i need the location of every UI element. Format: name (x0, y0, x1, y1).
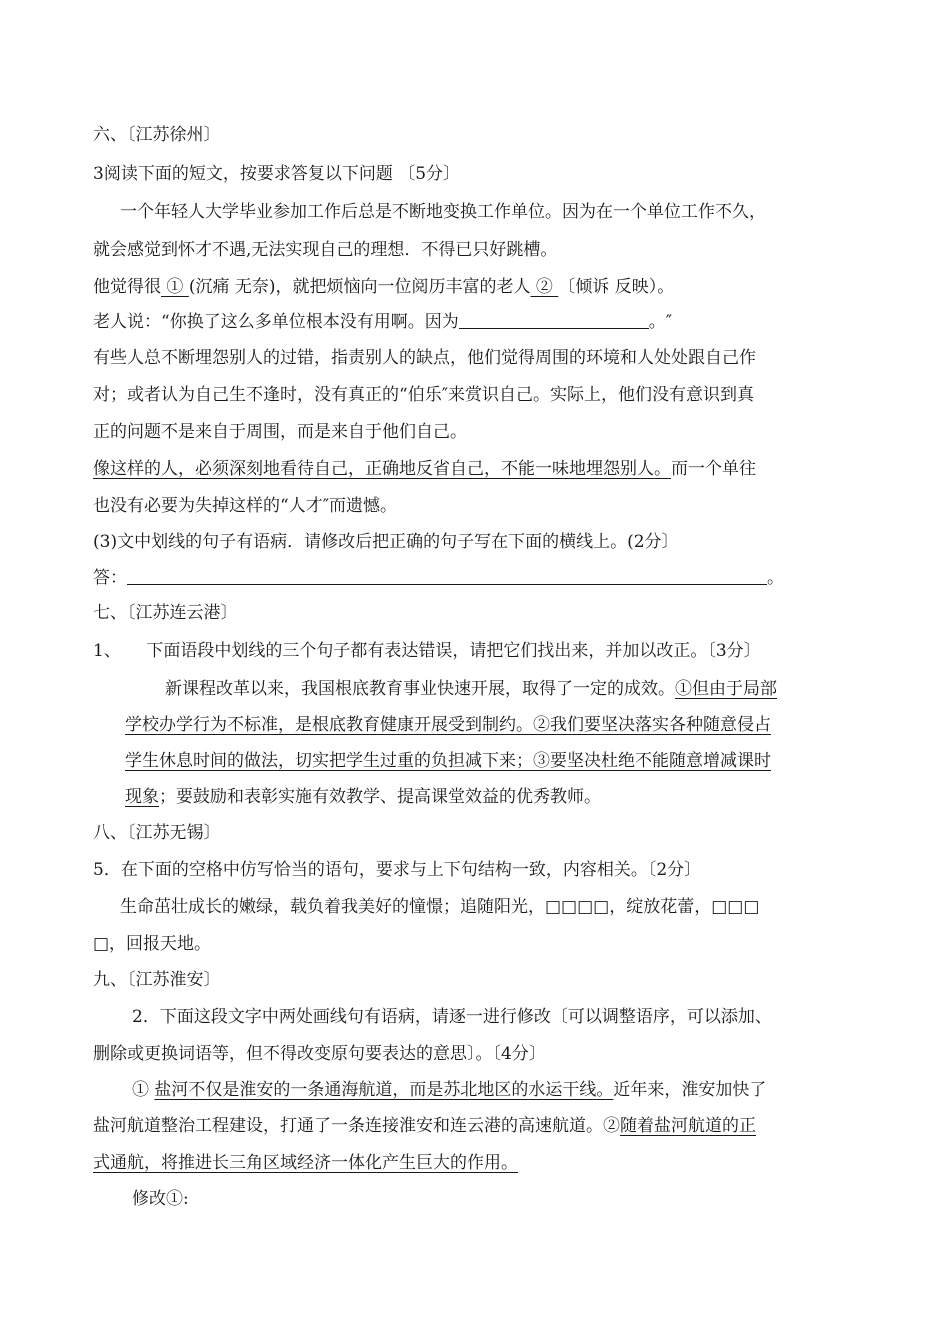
passage-line (93, 459, 756, 479)
passage-line: 也没有必要为失掉这样的“人才″而遗憾。 (93, 496, 398, 516)
underlined-sentence: 像这样的人，必须深刻地看待自己，正确地反省自己，不能一味地埋怨别人。 (93, 459, 671, 479)
underlined-sentence: 式通航，将推进长三角区域经济一体化产生巨大的作用。 (93, 1153, 518, 1173)
subquestion-3: (3)文中划线的句子有语病．请修改后把正确的句子写在下面的横线上。(2分〕 (93, 532, 679, 552)
text: 近年来，淮安加快了 (613, 1080, 767, 1100)
text: (沉痛 无奈)，就把烦恼向一位阅历丰富的老人 (188, 277, 531, 297)
underlined-sentence: ①但由于局部 (675, 679, 777, 699)
text: 他觉得很 (93, 277, 161, 297)
section-7-question: 1、 下面语段中划线的三个句子都有表达错误，请把它们找出来，并加以改正。〔3分〕 (93, 641, 761, 661)
blank-1: ① (161, 277, 189, 297)
answer-blank[interactable] (459, 312, 649, 329)
underlined-sentence: 盐河不仅是淮安的一条通海航道，而是苏北地区的水运干线。 (154, 1080, 614, 1100)
passage-line: 就会感觉到怀才不遇,无法实现自己的理想．不得已只好跳槽。 (93, 240, 558, 260)
passage-line: 生命茁壮成长的嫩绿，载负着我美好的憧憬；追随阳光，□□□□，绽放花蕾，□□□ (120, 897, 760, 917)
answer-label: 答： (93, 568, 127, 588)
passage-line: □，回报天地。 (93, 934, 212, 954)
passage-line (93, 1116, 756, 1136)
section-8-question: 5．在下面的空格中仿写恰当的语句，要求与上下句结构一致，内容相关。〔2分〕 (93, 860, 702, 880)
text: 而一个单往 (671, 459, 756, 479)
text: 老人说：“你换了这么多单位根本没有用啊。因为 (93, 312, 459, 332)
fill-blank-line (93, 312, 672, 332)
section-9-question: 2．下面这段文字中两处画线句有语病，请逐一进行修改〔可以调整语序，可以添加、 (132, 1007, 772, 1027)
passage-line (125, 787, 601, 807)
passage-line: 一个年轻人大学毕业参加工作后总是不断地变换工作单位。因为在一个单位工作不久， (120, 202, 766, 222)
text: 。″ (648, 312, 673, 332)
section-7-header: 七、〔江苏连云港〕 (93, 603, 238, 623)
text: 盐河航道整治工程建设，打通了一条连接淮安和连云港的高速航道。② (93, 1116, 620, 1136)
passage-line: 对；或者认为自己生不逢时，没有真正的“伯乐″来赏识自己。实际上，他们没有意识到真 (93, 385, 755, 405)
text: ① (132, 1080, 155, 1100)
underlined-sentence: ②我们要坚决落实各种随意侵占 (533, 715, 771, 735)
underlined-sentence: 现象 (125, 787, 159, 807)
passage-line (125, 751, 771, 771)
passage-line (165, 679, 777, 699)
fix-label-1: 修改①: (132, 1189, 189, 1209)
text: 〔倾诉 反映）。 (558, 277, 675, 297)
passage-line (93, 1153, 518, 1173)
text: 新课程改革以来，我国根底教育事业快速开展，取得了一定的成效。 (165, 679, 675, 699)
underlined-sentence: 学校办学行为不标准，是根底教育健康开展受到制约。 (125, 715, 533, 735)
answer-line (93, 568, 784, 588)
text: 。 (767, 568, 784, 588)
underlined-sentence: ③要坚决杜绝不能随意增减课时 (533, 751, 771, 771)
answer-blank[interactable] (127, 568, 767, 585)
fill-blank-line (93, 277, 674, 297)
underlined-sentence: 随着盐河航道的正 (620, 1116, 756, 1136)
passage-line (132, 1080, 766, 1100)
passage-line (125, 715, 771, 735)
section-8-header: 八、〔江苏无锡〕 (93, 823, 221, 843)
text: ；要鼓励和表彰实施有效教学、提高课堂效益的优秀教师。 (159, 787, 601, 807)
section-6-header: 六、〔江苏徐州〕 (93, 125, 221, 145)
underlined-sentence: 学生休息时间的做法，切实把学生过重的负担减下来； (125, 751, 533, 771)
passage-line: 正的问题不是来自于周围，而是来自于他们自己。 (93, 422, 467, 442)
section-9-header: 九、〔江苏淮安〕 (93, 970, 221, 990)
section-6-question: 3阅读下面的短文，按要求答复以下问题 〔5分〕 (93, 164, 461, 184)
passage-line: 有些人总不断埋怨别人的过错，指责别人的缺点，他们觉得周围的环境和人处处跟自己作 (93, 348, 756, 368)
section-9-question: 删除或更换词语等，但不得改变原句要表达的意思〕。〔4分〕 (93, 1044, 546, 1064)
blank-2: ② (530, 277, 559, 297)
